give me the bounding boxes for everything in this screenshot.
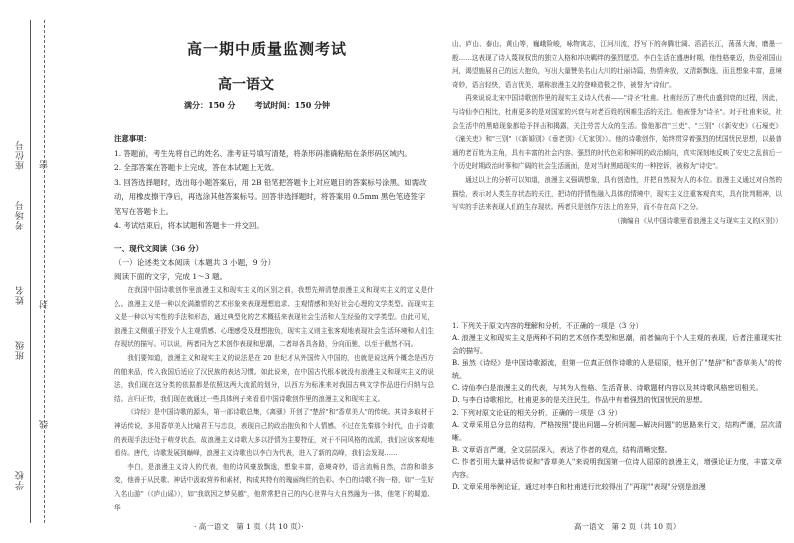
reading-instruction: 阅读下面的文字，完成 1～3 题。 [114,271,228,281]
notes-block [114,132,432,234]
question-stem: 2. 下列对原文论证的相关分析，正确的一项是（3 分） [452,408,622,417]
seat-number-label: 座位号 [16,140,26,170]
passage-paragraph: 在我国中国诗歌创作里浪漫主义和现实主义的区别之前，我想先辩清楚浪漫主义和现实主义的定义是什么。浪漫主义是一种以充满激情的艺术形象来表现理想追求、主观情感和美好社会心理的文学类型。而现实主义是一种以写实性的手法和形态，通过典型化的艺术概括来表现社会生活和人生经验的文学类型。由此可见，浪漫主义侧重于抒发个人主观情感、心理感受及理想抱负，现实主义则主张客观地表现社会生活环境和人们生存现状的描写。可以说，两者同为艺术创作表现和思潮，二者却各具各路，分向而驰，以至于截然不同。 [114,286,434,349]
section-heading: 一、现代文阅读（36 分） [114,244,204,253]
score-time-line [184,100,330,111]
time-text: 考试时间：150 分钟 [254,100,331,110]
exam-room-label: 考场号 [16,200,26,230]
question-option: B. 文章语言严谨，全文层层深入，表达了作者的观点，结构清晰完整。 [452,446,672,455]
question-option: A. 文章采用总分总的结构，严格按照"提出问题—分析问题—解决问题"的思路来行文，结构严谨，层次清晰。 [452,421,782,442]
passage-paragraph: 李白，是浪漫主义诗人的代表，他的诗风豪放飘逸，想象丰富，意境奇妙，语言流畅自然，音韵和谐多变，他善于从民歌、神话中汲取营养和素材，构成其特有的瑰丽绚烂的色彩。李白的诗歌不拘一格，如"一生好入名山游"（《庐山谣》），如"我欲因之梦吴越"，他常常把自己的内心世界与大自然融为一体，他笔下的蜀道、华 [114,462,434,512]
section-heading-block [114,242,432,283]
class-label: 班级 [16,340,26,360]
passage-paragraph: 《诗经》是中国诗歌的源头，第一部诗歌总集，《离骚》开创了"楚辞"和"香草美人"的传统。其诗多取材于神话传说，多用香草美人比喻君王与忠良，表现自己的政治抱负和个人情感。不过在先秦那个时代，由于诗歌的表现手法还处于萌芽状态，故浪漫主义诗歌大多以抒情为主要特征，对于不同风格的流派，我们应该客观地看待。唐代，诗歌发展到巅峰，浪漫主义诗歌也以李白为代表，进入了新的高峰，我们会发现…… [114,408,434,458]
note-item: 1. 答题前，考生先将自己的姓名、准考证号填写清楚，将条形码准确粘贴在条形码区域内。 [114,148,412,158]
page-left [92,0,434,543]
notes-heading: 注意事项： [114,134,151,143]
note-item: 4. 考试结束后，将本试题和答题卡一并交回。 [114,221,264,230]
question-stem: 1. 下列关于原文内容的理解和分析，不正确的一项是（3 分） [452,322,643,330]
passage-left [114,284,434,515]
passage-paragraph: 山、庐山、泰山、黄山等，巍峨险峻，咏物寓志，江河川流，抒写下的奔腾壮阔、滔滔长江，荡荡大海，磨墨一般……这表现了诗人蔑视权贵的独立人格和冲决羁绊的强烈愿望。李白生活在盛唐时期，他性格豪迈，热爱祖国山河，渴望施展自己的远大抱负，写出大量赞美名山大川的壮丽诗篇，热情奔放，又清新飘逸，而且想象丰富，意境奇妙，语言轻快，语言优美，堪称浪漫主义的登峰造极之作，被誉为"诗仙"。 [452,40,782,89]
seal-mark: 密 [40,160,50,169]
passage-source: （摘编自《从中国诗歌里看浪漫主义与现实主义的区别》） [613,216,782,225]
passage-paragraph: 我们要知道，浪漫主义和现实主义的说法是在 20 世纪才从外国传入中国的，也就是说这两个概念是西方的舶来品，传入我国后适应了汉民族的表达习惯。如此说来，在中国古代根本就没有浪漫主义和现实主义的说法，我们现在这分类的依据都是依照这两大流派的划分，以西方为标准来对我国古典文学作品进行归纳与总结。言归正传，我们现在就通过一些具体例子来看看中国诗歌创作里的浪漫主义和现实主义。 [114,353,434,403]
seal-mark-2: 封 [40,300,50,309]
passage-paragraph: 再来说说北宋中国诗歌创作里的现实主义诗人代表——"诗圣"杜甫。杜甫经历了唐代由盛到衰的过程，因此，与诗仙李白相比，杜甫更多的是对国家的兴衰与对老百姓的困难生活的关注。他被誉为"诗圣"。对于杜甫来说，社会生活中的黑暗现象都给予抨击和揭露，关注劳苦大众的生活。像他那首"三吏"、"三别"（《新安吏》《石壕吏》《潼关吏》和"三别"（《新婚别》《垂老别》《无家别》）。他的诗歌创作，始终贯穿着强烈的忧国忧民思想，以最普通的老百姓为主角，具有丰富的社会内容、强烈的时代色彩和鲜明的政治倾向，真实深刻地反映了安史之乱前后一个历史时期政治时事和广阔的社会生活画面，是对当时黑暗现实的一种控诉，被称为"诗史"。 [452,94,782,171]
seal-mark-3: 线 [40,420,50,429]
question-option: A. 浪漫主义和现实主义是两种不同的艺术创作类型和思潮，前者偏向于个人主观的表现，后者注重现实社会的描写。 [452,334,782,355]
binding-dashed-line [44,20,45,523]
subject-title: 高一语文 [218,77,274,93]
passage-paragraph: 通过以上的分析可以知道，浪漫主义强调想象，具有创造性，并把自然视为人的本位。浪漫主义通过对自然的描绘，表示对人类生存状态的关注，把诗的抒情性融入具体的情境中，现实主义注重客观真实，具有批判精神，以写实的手法来表现人们的生存现状。两者只是创作方法上的差异，而不存在高下之分。 [452,175,782,212]
exam-title: 高一期中质量监测考试 [187,40,348,58]
page-right [452,0,784,543]
footer-left: · 高一语文 第 1 页（共 10 页）· [194,522,304,531]
score-text: 满分：150 分 [184,100,236,110]
footer-right: 高一语文 第 2 页（共 10 页） [574,522,681,531]
binding-margin [0,0,92,543]
passage-right [452,38,782,228]
binding-solid-line [30,20,31,523]
question-option: B. 虽然《诗经》是中国诗歌源流，但第一位真正创作诗歌的人是屈原，他开创了"楚辞"和"香草美人"的传统。 [452,359,782,380]
note-item: 2. 全部答案在答题卡上完成，答在本试题上无效。 [114,163,279,172]
question-option: C. 作者引用大量神话传说和"香草美人"来说明我国第一位诗人屈原的浪漫主义，增强论证力度，丰富文章内容。 [452,458,782,479]
questions-block [452,320,782,494]
subsection-heading: （一）论述类文本阅读（本题共 3 小题，9 分） [114,257,276,267]
question-option: D. 文章采用举例论证，通过对李白和杜甫进行比较得出了"再现""表现"分别是浪漫 [452,483,706,492]
note-item: 3. 回答选择题时，选出每小题答案后，用 2B 铅笔把答题卡上对应题目的答案标号涂黑。如需改动，用橡皮擦干净后，再选涂其他答案标号。回答非选择题时，将答案用 0.5mm 黑色笔迹签字笔写在答题卡上。 [114,177,427,216]
school-label: 学校 [16,470,26,490]
name-label: 姓名 [16,285,26,305]
question-option: C. 诗仙李白是浪漫主义的代表，与其为人性格、生活背景、诗歌题材内容以及其诗歌风格密切相关。 [452,384,763,393]
question-option: D. 与李白诗歌相比，杜甫更多的是关注民生，作品中有着强烈的忧国忧民的思想。 [452,396,707,405]
